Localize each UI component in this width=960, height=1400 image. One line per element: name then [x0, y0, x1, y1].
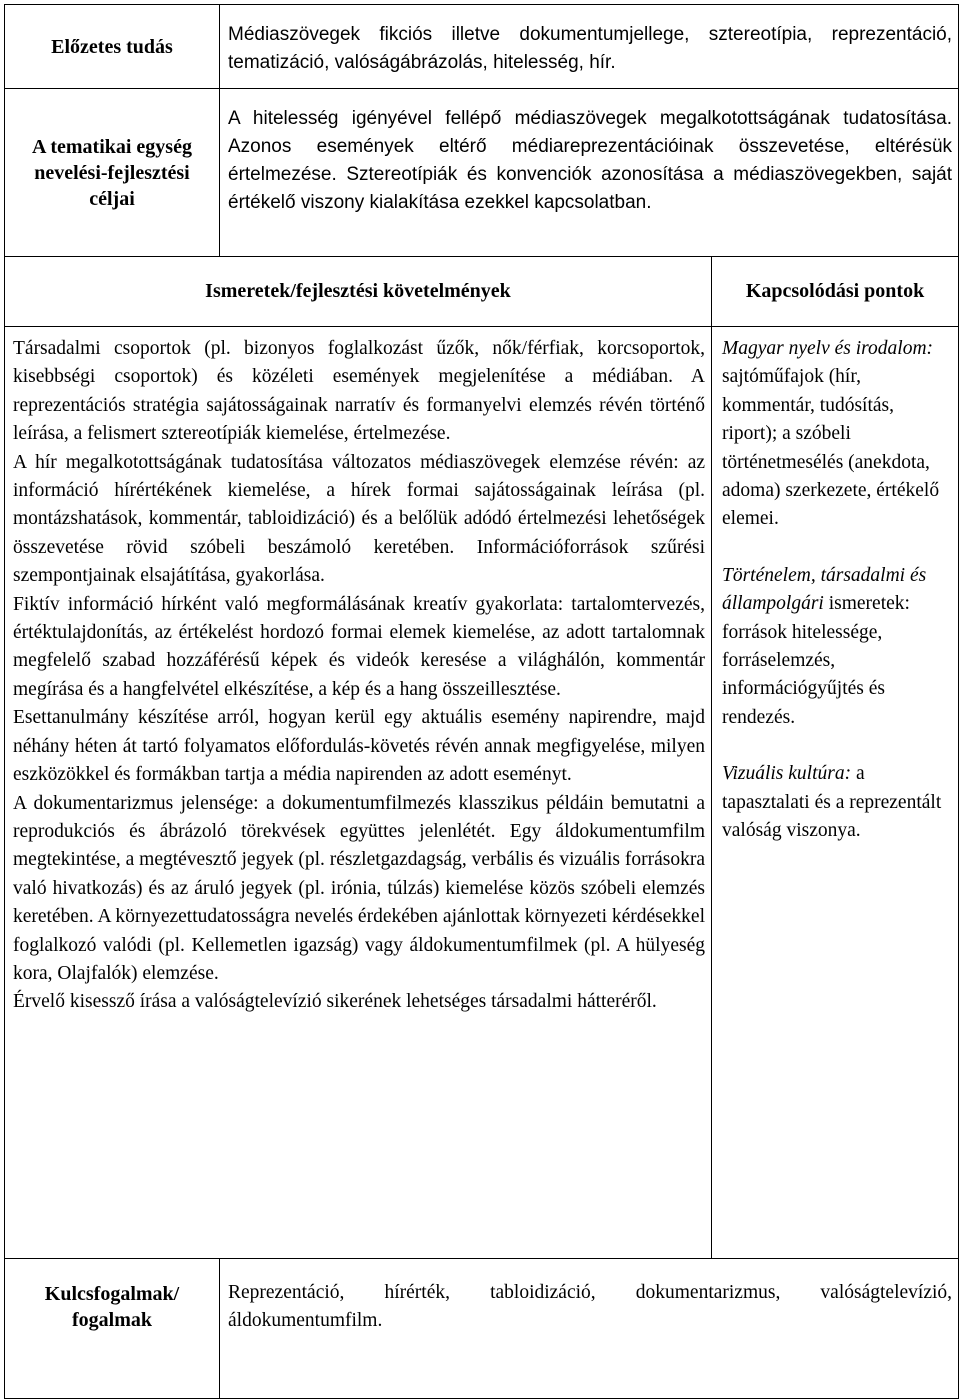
key-concepts-label — [5, 1259, 220, 1399]
goals-label-text: A tematikai egység nevelési-fejlesztési céljai — [32, 135, 192, 210]
header-row — [5, 257, 959, 327]
requirement-paragraph: Társadalmi csoportok (pl. bizonyos foglalkozást űzők, nők/férfiak, korcsoportok, kisebbségi csoportok) és közéleti események megjelenítése a médiában. A reprezentációs stratégia sajátosságainak narratív és formanyelvi elemzés révén történő leírása, a felismert sztereotípiák kiemelése, értelmezése. — [13, 338, 705, 445]
requirement-paragraph: Fiktív információ hírként való megformálásának kreatív gyakorlata: tartalomtervezés, értéktulajdonítás, az értékelést hordozó formai elemek kiemelése, az adott tartalomnak megfelelő szabad hozzáférésű képek és videók keresése a világhálón, kommentár megírása és a hangfelvétel elkészítése, a kép és a hang összeillesztése. — [13, 593, 705, 700]
connection-entry — [722, 562, 950, 732]
connections-header: Kapcsolódási pontok — [712, 257, 959, 327]
requirement-paragraph: A dokumentarizmus jelensége: a dokumentumfilmezés klasszikus példáin bemutatni a reprodukciós és ábrázoló törekvések együttes jelenlétét. Egy áldokumentumfilm megtekintése, a megtévesztő jegyek (pl. részletgazdagság, verbális és vizuális forrásokra való hivatkozás) és az áruló jegyek (pl. irónia, túlzás) kiemelése közös szóbeli elemzés keretében. A környezettudatosságra nevelés érdekében ajánlottak környezeti kérdésekkel foglalkozó valódi (pl. Kellemetlen igazság) vagy áldokumentumfilmek (pl. A hülyeség kora, Olajfalók) elemzése. — [13, 792, 705, 984]
content-row — [5, 327, 959, 1259]
requirements-cell — [5, 327, 712, 1259]
key-concepts-label-text: Kulcsfogalmak/ fogalmak — [44, 1283, 180, 1331]
connection-entry — [722, 335, 950, 534]
key-concepts-text: Reprezentáció, hírérték, tabloidizáció, dokumentarizmus, valóságtelevízió, áldokumentumfilm. — [220, 1259, 959, 1399]
requirements-header: Ismeretek/fejlesztési követelmények — [5, 257, 712, 327]
prior-knowledge-label: Előzetes tudás — [5, 5, 220, 89]
key-concepts-row — [5, 1259, 959, 1399]
connection-entry — [722, 760, 950, 845]
goals-text: A hitelesség igényével fellépő médiaszövegek megalkotottságának tudatosítása. Azonos események eltérő médiareprezentációinak összevetése, eltérésük értelmezése. Sztereotípiák és konvenciók azonosítása a médiaszövegekben, saját értékelő viszony kialakítása ezekkel kapcsolatban. — [220, 89, 959, 257]
curriculum-table — [4, 4, 959, 1399]
connection-text: a tapasztalati és a reprezentált valóság viszonya. — [722, 763, 942, 842]
prior-knowledge-row — [5, 5, 959, 89]
connection-text: ismeretek: források hitelessége, forráselemzés, információgyűjtés és rendezés. — [722, 593, 910, 728]
connections-cell — [712, 327, 959, 1259]
requirement-paragraph: Érvelő kisessző írása a valóságtelevízió sikerének lehetséges társadalmi hátteréről. — [13, 991, 657, 1013]
goals-label — [5, 89, 220, 257]
connection-subject: Történelem, társadalmi és állampolgári — [722, 564, 927, 615]
prior-knowledge-text: Médiaszövegek fikciós illetve dokumentumjellege, sztereotípia, reprezentáció, tematizáció, valóságábrázolás, hitelesség, hír. — [220, 5, 959, 89]
connection-text: sajtóműfajok (hír, kommentár, tudósítás, riport); a szóbeli történetmesélés (anekdota, adoma) szerkezete, értékelő elemei. — [722, 366, 940, 530]
goals-row — [5, 89, 959, 257]
connection-subject: Magyar nyelv és irodalom: — [722, 338, 934, 359]
connection-subject: Vizuális kultúra: — [722, 763, 852, 785]
requirement-paragraph: Esettanulmány készítése arról, hogyan kerül egy aktuális esemény napirendre, majd néhány héten át tartó folyamatos előfordulás-követés révén annak megfigyelése, milyen eszközökkel és formákban tartja a média napirenden az adott eseményt. — [13, 707, 705, 786]
requirement-paragraph: A hír megalkotottságának tudatosítása változatos médiaszövegek elemzése révén: az információ hírértékének kiemelése, a hírek formai sajátosságainak leírása (pl. montázshatások, kommentár, tabloidizáció) és a belőlük adódó értelmezési lehetőségek összevetése rövid szóbeli beszámoló keretében. Információforrások szűrési szempontjainak elsajátítása, gyakorlása. — [13, 451, 705, 587]
